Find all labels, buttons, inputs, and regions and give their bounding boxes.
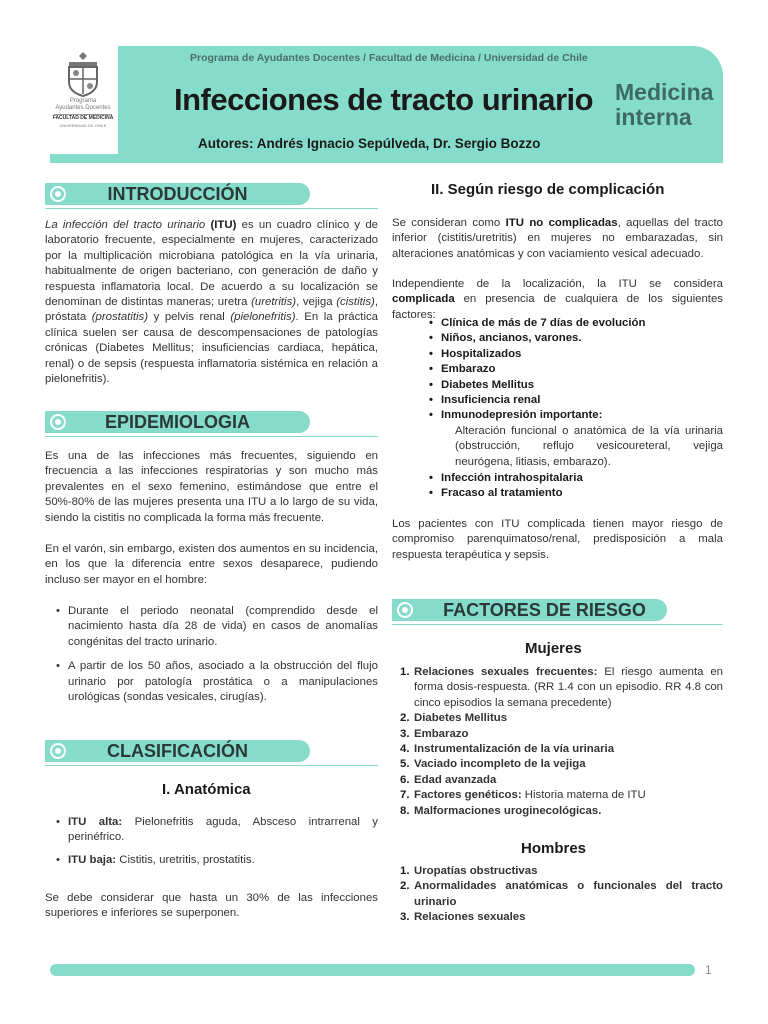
list-item: 5. Vaciado incompleto de la vejiga xyxy=(400,758,586,771)
list-item: 6. Edad avanzada xyxy=(400,773,497,786)
riesgo-paragraph-3: Los pacientes con ITU complicada tienen mayor riesgo de compromiso parenquimatoso/renal, predisposición a mala respuesta terapéutica y sepsis. xyxy=(392,518,723,561)
list-item: • Inmunodepresión importante: xyxy=(429,408,723,423)
list-item: • Diabetes Mellitus xyxy=(429,378,723,393)
list-item: • Infección intrahospitalaria xyxy=(429,471,723,486)
list-item: 2. Anormalidades anatómicas o funcionales del tracto urinario xyxy=(400,880,723,908)
divider xyxy=(45,765,378,766)
epi-bullet-list xyxy=(56,604,378,705)
riesgo-paragraph-2: Independiente de la localización, la ITU se considera complicada en presencia de cualquiera de los siguientes factores: xyxy=(392,278,723,321)
list-item: • Insuficiencia renal xyxy=(429,393,723,408)
complication-factors-list-2 xyxy=(429,471,723,502)
riesgo-paragraph-1: Se consideran como ITU no complicadas, aquellas del tracto inferior (cistitis/uretritis) en mujeres no embarazadas, sin alteraciones anatómicas y con vaciamiento vesical adecuado. xyxy=(392,217,723,260)
list-item: 1. Relaciones sexuales frecuentes: El riesgo aumenta en forma dosis-respuesta. (RR 1.4 con un episodio. RR 4.8 con cinco episodios la semana precedente) xyxy=(400,666,723,709)
mujeres-list xyxy=(400,665,723,819)
list-item: 3. Relaciones sexuales xyxy=(400,911,526,924)
footer-bar xyxy=(50,964,695,976)
list-item: • A partir de los 50 años, asociado a la obstrucción del flujo urinario por patología prostática o a manipulaciones urológicas (sondas vesicales, cirugías). xyxy=(56,659,378,705)
subheading-riesgo: II. Según riesgo de complicación xyxy=(431,181,665,198)
epi-paragraph-2: En el varón, sin embargo, existen dos aumentos en su incidencia, en los que la diferencia entre sexos desaparece, pudiendo incluso ser mayor en el hombre: xyxy=(45,543,378,586)
section-heading-epidemiologia: EPIDEMIOLOGIA xyxy=(45,411,310,433)
page-number: 1 xyxy=(705,963,712,977)
list-item: 2. Diabetes Mellitus xyxy=(400,712,508,725)
immuno-detail: Alteración funcional o anatómica de la vía urinaria (obstrucción, reflujo vesicoureteral, vejiga neurógena, litiasis, embarazo). xyxy=(455,425,723,468)
section-heading-factores: FACTORES DE RIESGO xyxy=(392,599,667,621)
clasif-bullet-list xyxy=(56,815,378,868)
subheading-mujeres: Mujeres xyxy=(525,640,582,657)
list-item: 3. Embarazo xyxy=(400,727,469,740)
complication-factors-list xyxy=(429,316,723,424)
list-item: • Clínica de más de 7 días de evolución xyxy=(429,316,723,331)
epi-paragraph-1: Es una de las infecciones más frecuentes, siguiendo en frecuencia a las infecciones respiratorias y son mucho más prevalentes en el sexo femenino, estimándose que entre el 50%-80% de las mujeres presenta una ITU a lo largo de su vida, siendo la cistitis no complicada la forma más frecuente. xyxy=(45,450,378,524)
section-heading-introduccion: INTRODUCCIÓN xyxy=(45,183,310,205)
crest-icon xyxy=(63,50,103,98)
subheading-anatomica: I. Anatómica xyxy=(162,781,251,798)
hombres-list xyxy=(400,864,723,926)
program-line: Programa de Ayudantes Docentes / Facultad de Medicina / Universidad de Chile xyxy=(190,52,588,64)
list-item: • Niños, ancianos, varones. xyxy=(429,331,723,346)
clasif-paragraph: Se debe considerar que hasta un 30% de las infecciones superiores e inferiores se superponen. xyxy=(45,892,378,920)
list-item: • ITU alta: Pielonefritis aguda, Absceso intrarrenal y perinéfrico. xyxy=(56,815,378,846)
list-item: • Embarazo xyxy=(429,362,723,377)
authors-line: Autores: Andrés Ignacio Sepúlveda, Dr. Sergio Bozzo xyxy=(198,136,541,151)
section-heading-clasificacion: CLASIFICACIÓN xyxy=(45,740,310,762)
list-item: 8. Malformaciones uroginecológicas. xyxy=(400,804,602,817)
category-label: Medicina interna xyxy=(615,79,714,130)
list-item: 1. Uropatías obstructivas xyxy=(400,865,538,877)
list-item: 7. Factores genéticos: Historia materna de ITU xyxy=(400,789,646,802)
university-logo xyxy=(48,46,118,154)
divider xyxy=(392,624,723,625)
list-item: • ITU baja: Cistitis, uretritis, prostatitis. xyxy=(56,853,378,868)
divider xyxy=(45,208,378,209)
logo-text: Programa Ayudantes Docentes FACULTAD DE MEDICINA UNIVERSIDAD DE CHILE xyxy=(52,98,114,128)
subheading-hombres: Hombres xyxy=(521,840,587,857)
list-item: 4. Instrumentalización de la vía urinaria xyxy=(400,743,615,756)
list-item: • Durante el periodo neonatal (comprendido desde el nacimiento hasta día 28 de vida) en casos de anomalías congénitas del tracto urinario. xyxy=(56,604,378,650)
list-item: • Hospitalizados xyxy=(429,347,723,362)
target-icon xyxy=(397,602,413,618)
document-title: Infecciones de tracto urinario xyxy=(174,82,594,117)
intro-paragraph: La infección del tracto urinario (ITU) es un cuadro clínico y de laboratorio frecuente, especialmente en mujeres, caracterizado por la multiplicación microbiana patológica en la vía urinaria, habitualmente de origen bacteriano, con generación de daño y respuesta inflamatoria local. De acuerdo a su localización se denominan de distintas maneras; uretra (uretritis), vejiga (cistitis), próstata (prostatitis) y pelvis renal (pielonefritis). En la práctica clínica suelen ser causa de descompensaciones de patologías crónicas (Diabetes Mellitus; insuficiencias cardiaca, hepática, renal) o de sepsis (respuesta inflamatoria sistémica en relación a pielonefritis). xyxy=(45,219,379,386)
divider xyxy=(45,436,378,437)
list-item: • Fracaso al tratamiento xyxy=(429,486,723,501)
